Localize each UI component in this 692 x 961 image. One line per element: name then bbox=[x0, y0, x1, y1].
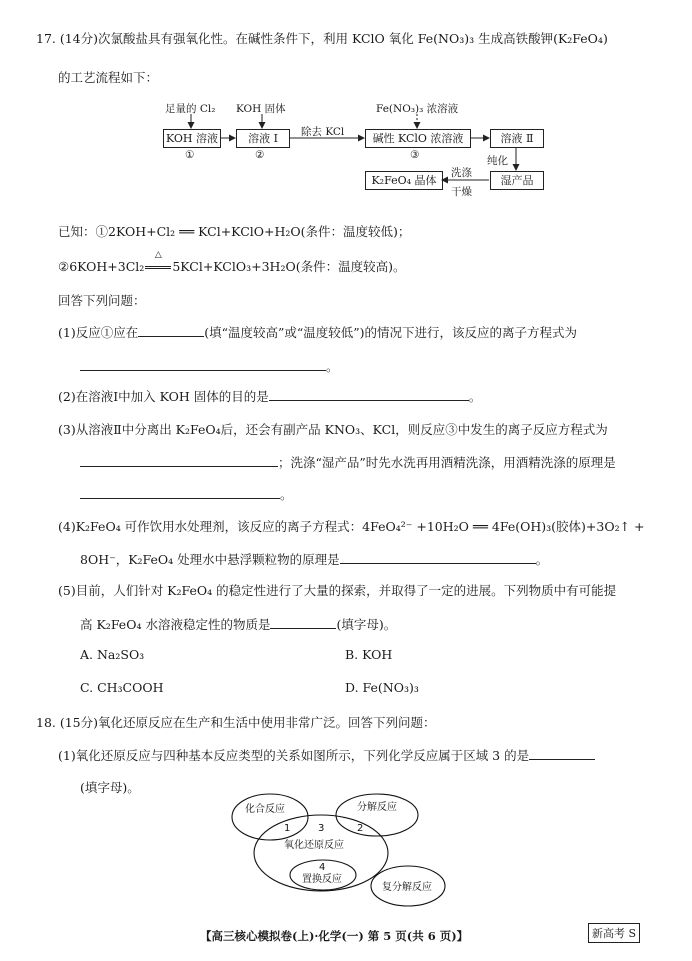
label-fe-nitrate: Fe(NO₃)₃ 浓溶液 bbox=[376, 103, 459, 115]
box-alkaline-kclo: 碱性 KClO 浓溶液 bbox=[365, 129, 471, 148]
q18-intro: 18. (15分)氧化还原反应在生产和生活中使用非常广泛。回答下列问题： bbox=[36, 715, 436, 730]
venn-region-3: 3 bbox=[318, 823, 325, 834]
label-wash: 洗涤 bbox=[451, 167, 472, 179]
q17-part5-cont: 高 K₂FeO₄ 水溶液稳定性的物质是 (填字母)。 bbox=[80, 617, 397, 632]
known-equation-2: ②6KOH+3Cl₂ △ 5KCl+KClO₃+3H₂O(条件：温度较高)。 bbox=[58, 250, 406, 274]
label-remove-kcl: 除去 KCl bbox=[301, 126, 345, 138]
label-cl2: 足量的 Cl₂ bbox=[165, 103, 216, 115]
q17-part1-cont: 。 bbox=[80, 357, 339, 375]
venn-label-displacement: 置换反应 bbox=[302, 874, 342, 885]
q17-part4: (4)K₂FeO₄ 可作饮用水处理剂，该反应的离子方程式：4FeO₄²⁻ +10H₂O ══ 4Fe(OH)₃(胶体)+3O₂↑ + bbox=[58, 519, 645, 534]
page-footer: 【高三核心模拟卷(上)·化学(一) 第 5 页(共 6 页)】 bbox=[200, 929, 469, 943]
q17-intro-line2: 的工艺流程如下： bbox=[58, 70, 159, 85]
box-koh-solution: KOH 溶液 bbox=[163, 129, 221, 148]
label-purify: 纯化 bbox=[487, 155, 508, 167]
answer-prompt: 回答下列问题： bbox=[58, 293, 146, 308]
q18-part1-cont: (填字母)。 bbox=[80, 780, 140, 795]
q17-intro-line1: 17. (14分)次氯酸盐具有强氧化性。在碱性条件下，利用 KClO 氧化 Fe(NO₃)₃ 生成高铁酸钾(K₂FeO₄) bbox=[36, 31, 608, 46]
box-solution-2: 溶液 Ⅱ bbox=[490, 129, 544, 148]
q17-part1: (1)反应①应在 (填“温度较高”或“温度较低”)的情况下进行，该反应的离子方程式为 bbox=[58, 325, 578, 340]
step-3-marker: ③ bbox=[410, 149, 420, 161]
q18-part1: (1)氧化还原反应与四种基本反应类型的关系如图所示，下列化学反应属于区域 3 的是 bbox=[58, 746, 595, 764]
step-2-marker: ② bbox=[255, 149, 265, 161]
label-dry: 干燥 bbox=[451, 186, 472, 198]
circle-decomposition bbox=[336, 794, 418, 836]
q17-part3-cont: ；洗涤“湿产品”时先水洗再用酒精洗涤，用酒精洗涤的原理是 bbox=[80, 453, 616, 471]
q17-part3: (3)从溶液Ⅱ中分离出 K₂FeO₄后，还会有副产品 KNO₃、KCl，则反应③中发生的离子反应方程式为 bbox=[58, 422, 608, 437]
option-c: C. CH₃COOH bbox=[80, 680, 164, 695]
option-b: B. KOH bbox=[345, 647, 393, 662]
q17-part3-end: 。 bbox=[80, 485, 293, 503]
exam-badge: 新高考 S bbox=[588, 923, 640, 943]
box-wet-product: 湿产品 bbox=[490, 171, 544, 190]
option-a: A. Na₂SO₃ bbox=[80, 647, 145, 662]
venn-label-redox: 氧化还原反应 bbox=[284, 840, 344, 851]
venn-region-4: 4 bbox=[319, 862, 326, 873]
q17-part4-cont: 8OH⁻，K₂FeO₄ 处理水中悬浮颗粒物的原理是 。 bbox=[80, 552, 549, 567]
venn-region-1: 1 bbox=[284, 823, 291, 834]
step-1-marker: ① bbox=[185, 149, 195, 161]
option-d: D. Fe(NO₃)₃ bbox=[345, 680, 419, 695]
box-solution-1: 溶液 Ⅰ bbox=[236, 129, 290, 148]
heating-symbol: △ bbox=[154, 250, 162, 260]
venn-label-combination: 化合反应 bbox=[245, 804, 285, 815]
venn-region-2: 2 bbox=[357, 823, 364, 834]
known-equation-1: 已知：①2KOH+Cl₂ ══ KCl+KClO+H₂O(条件：温度较低)； bbox=[58, 224, 411, 239]
q17-part2: (2)在溶液Ⅰ中加入 KOH 固体的目的是 。 bbox=[58, 389, 482, 404]
label-koh-solid: KOH 固体 bbox=[236, 103, 286, 115]
q17-part5: (5)目前，人们针对 K₂FeO₄ 的稳定性进行了大量的探索，并取得了一定的进展。下列物质中有可能提 bbox=[58, 583, 617, 598]
box-crystal: K₂FeO₄ 晶体 bbox=[365, 171, 443, 190]
venn-label-double: 复分解反应 bbox=[382, 882, 432, 893]
venn-label-decomposition: 分解反应 bbox=[357, 802, 397, 813]
